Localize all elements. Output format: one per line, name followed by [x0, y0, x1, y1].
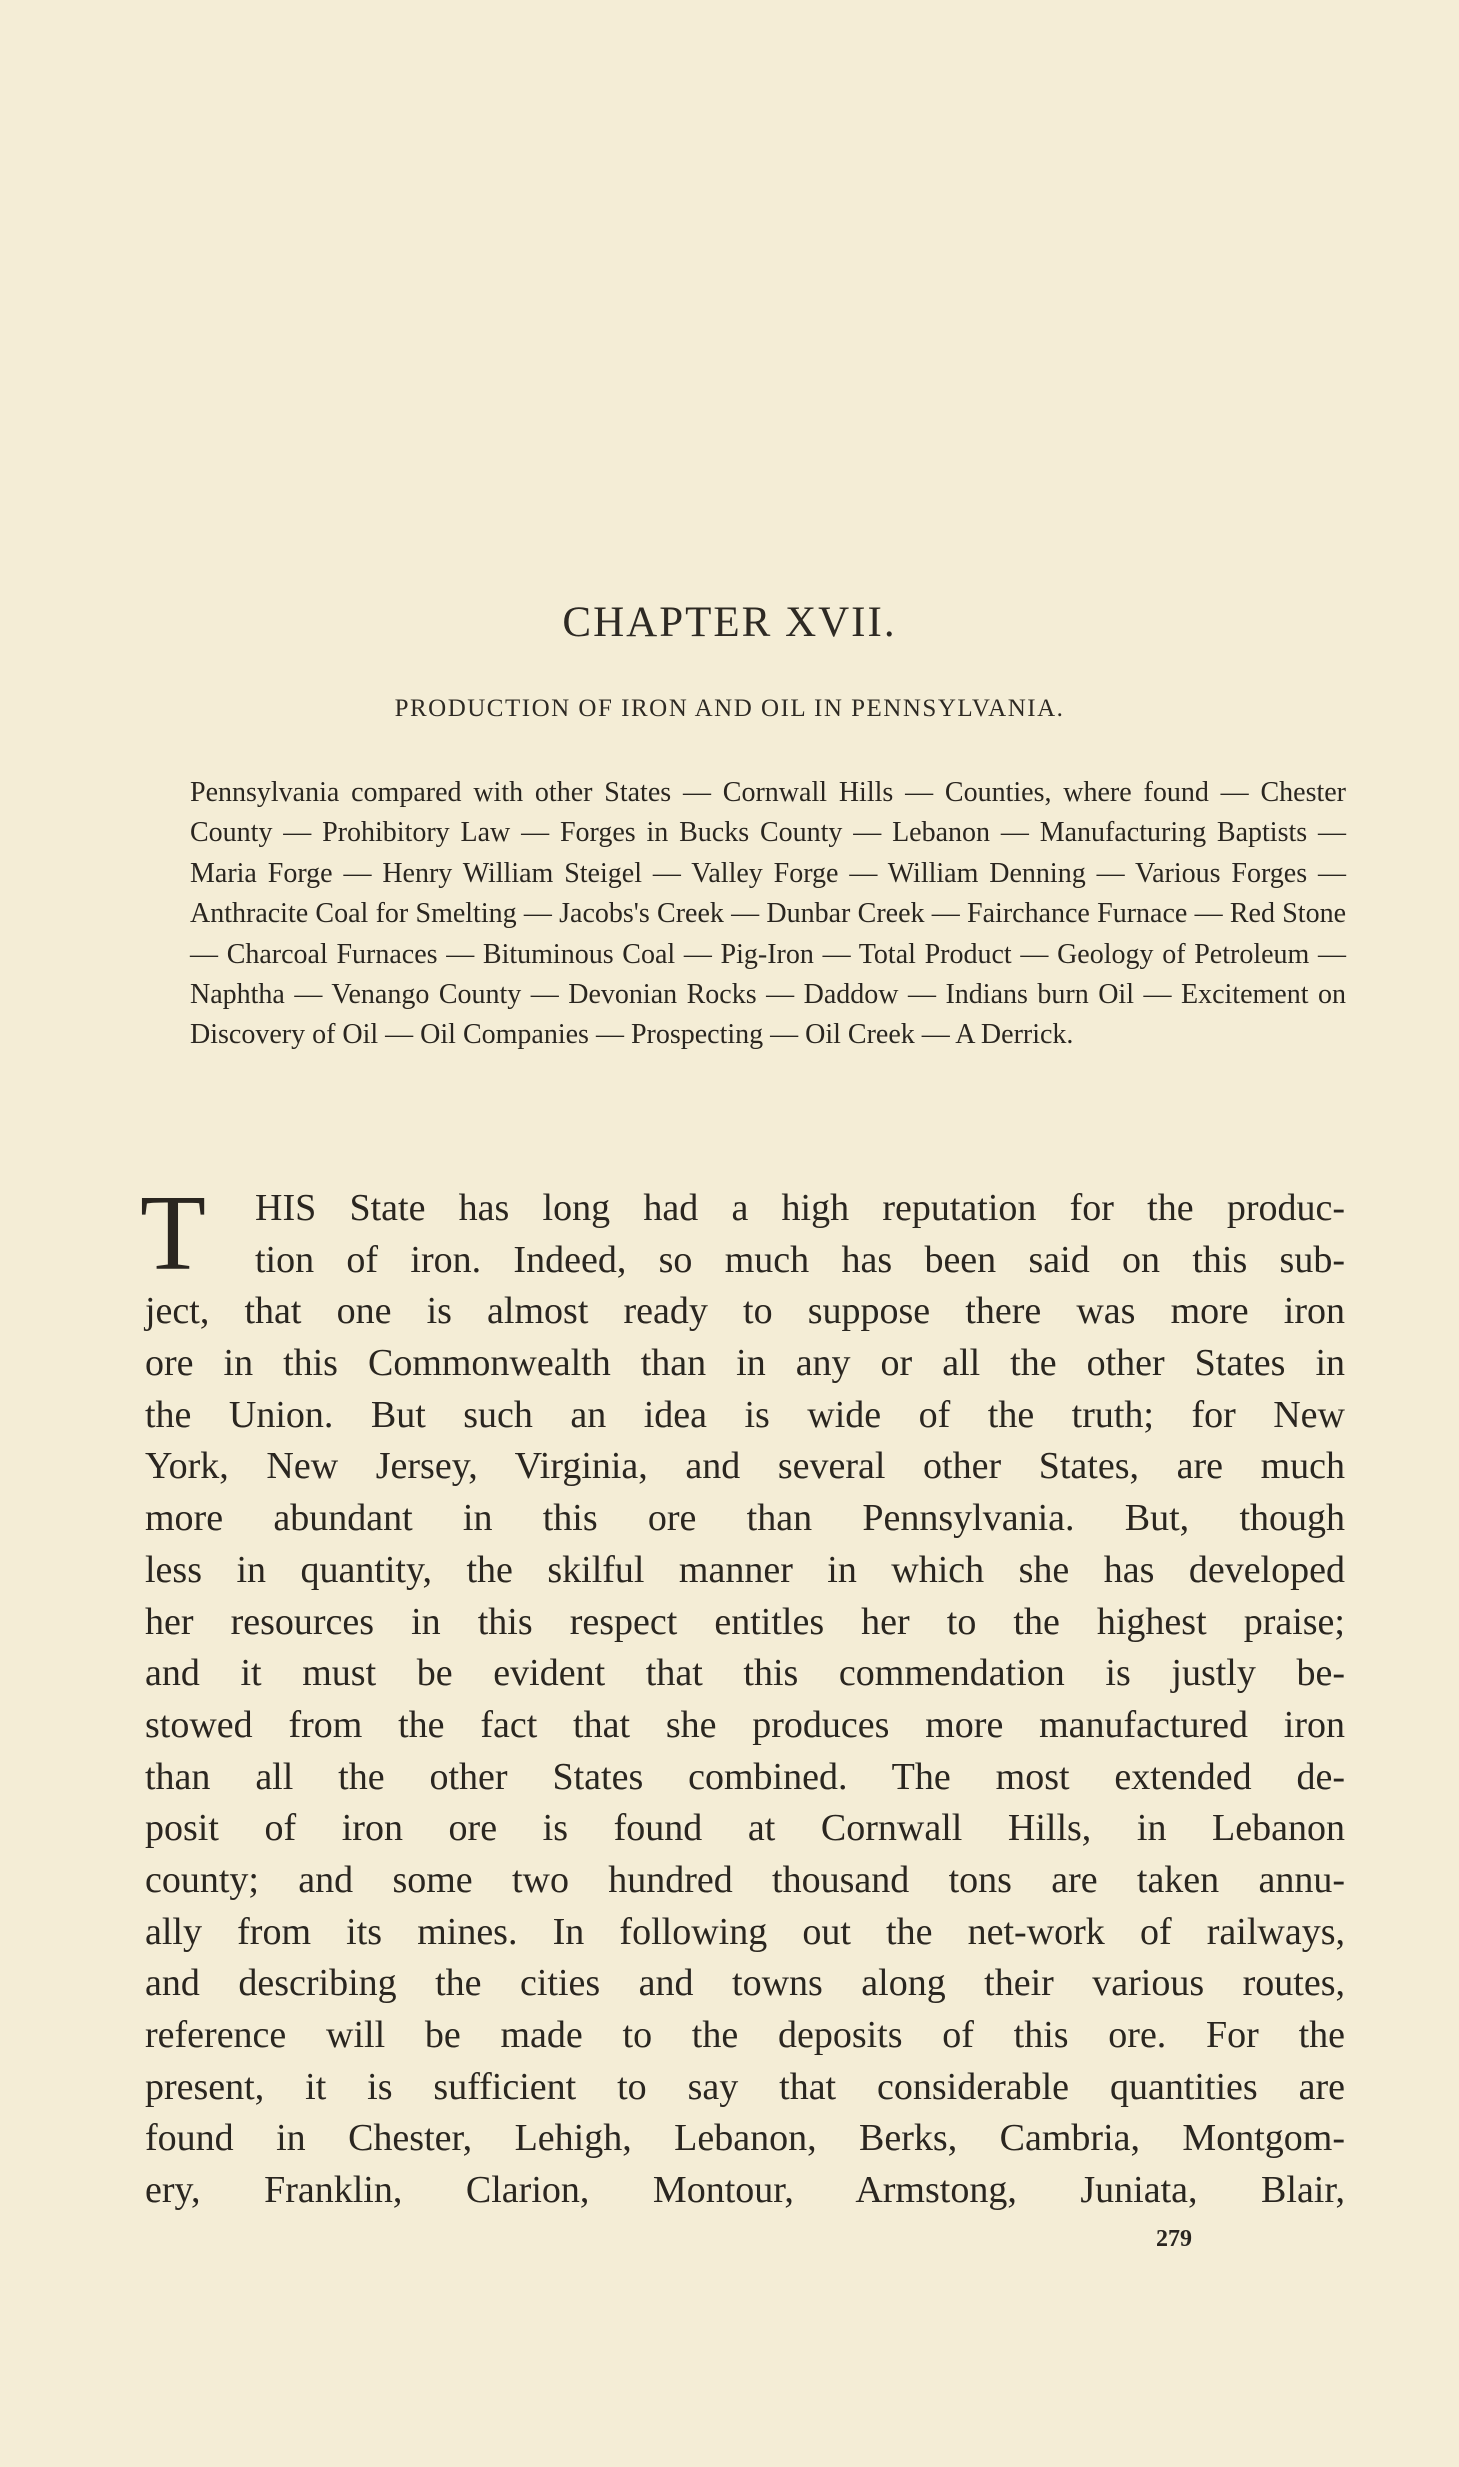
body-line: her resources in this respect entitles her to the highest praise; [145, 1600, 1345, 1643]
body-line: ject, that one is almost ready to suppose there was more iron [145, 1290, 1345, 1333]
body-line: York, New Jersey, Virginia, and several other States, are much [145, 1445, 1345, 1488]
body-line: ore in this Commonwealth than in any or all the other States in [145, 1342, 1345, 1385]
body-line: HIS State has long had a high reputation for the produc- [255, 1187, 1345, 1229]
drop-cap: T [140, 1174, 206, 1293]
body-line: and describing the cities and towns along their various routes, [145, 1962, 1345, 2005]
body-line: the Union. But such an idea is wide of the truth; for New [145, 1393, 1345, 1436]
body-line: tion of iron. Indeed, so much has been said on this sub- [255, 1238, 1345, 1281]
body-line: stowed from the fact that she produces more manufactured iron [145, 1703, 1345, 1746]
body-line: more abundant in this ore than Pennsylvania. But, though [145, 1497, 1345, 1540]
chapter-title: CHAPTER XVII. [562, 599, 897, 646]
page-number: 279 [1156, 2226, 1192, 2252]
body-line: present, it is sufficient to say that considerable quantities are [145, 2065, 1345, 2108]
chapter-synopsis: Pennsylvania compared with other States — Cornwall Hills — Counties, where found — Chester County — Prohibitory Law — Forges in Bucks County — Lebanon — Manufacturing Baptists — Maria Forge — Henry William Steigel — Valley Forge — William Denning — Various Forges — Anthracite Coal for Smelting — Jacobs's Creek — Dunbar Creek — Fairchance Furnace — Red Stone — Charcoal Furnaces — Bituminous Coal — Pig-Iron — Total Product — Geology of Petroleum — Naphtha — Venango County — Devonian Rocks — Daddow — Indians burn Oil — Excitement on Discovery of Oil — Oil Companies — Prospecting — Oil Creek — A Derrick. [190, 777, 1346, 1051]
body-line: reference will be made to the deposits of this ore. For the [145, 2014, 1345, 2056]
body-line: county; and some two hundred thousand tons are taken annu- [145, 1858, 1345, 1901]
body-line: ally from its mines. In following out the net-work of railways, [145, 1910, 1345, 1953]
body-line: ery, Franklin, Clarion, Montour, Armstong, Juniata, Blair, [145, 2169, 1345, 2212]
body-line: found in Chester, Lehigh, Lebanon, Berks, Cambria, Montgom- [145, 2117, 1345, 2160]
body-line: than all the other States combined. The most extended de- [145, 1755, 1345, 1798]
body-line: and it must be evident that this commendation is justly be- [145, 1652, 1345, 1695]
body-text [145, 1183, 1345, 2217]
chapter-subtitle: PRODUCTION OF IRON AND OIL IN PENNSYLVANIA. [394, 695, 1065, 722]
body-line: posit of iron ore is found at Cornwall Hills, in Lebanon [145, 1807, 1345, 1850]
body-line: less in quantity, the skilful manner in which she has developed [145, 1548, 1345, 1591]
